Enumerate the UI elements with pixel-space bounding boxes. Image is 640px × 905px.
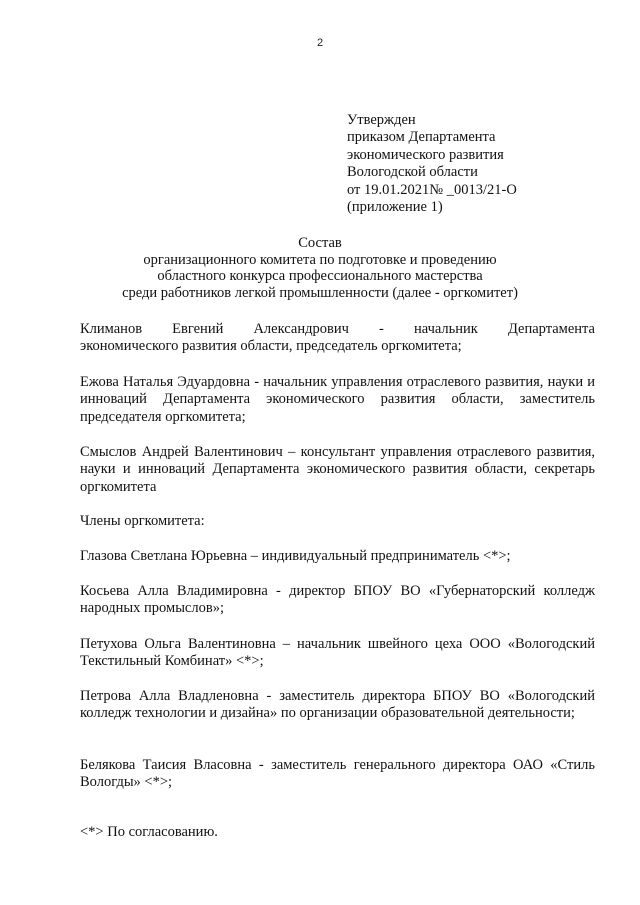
member-klimanov-line1: Климанов Евгений Александрович - начальник Департамента (80, 321, 595, 337)
page-number: 2 (316, 37, 324, 49)
member-glazova: Глазова Светлана Юрьевна – индивидуальный предприниматель <*>; (80, 548, 511, 564)
approval-line: от 19.01.2021№ _0013/21-О (347, 181, 517, 198)
member-belyakova: Белякова Таисия Власовна - заместитель генерального директора ОАО «Стиль Вологды» <*>; (80, 757, 595, 791)
member-smyslov: Смыслов Андрей Валентинович – консультант управления отраслевого развития, науки и инноваций Департамента экономического развития области, секретарь оргкомитета (80, 444, 595, 495)
member-ezhova: Ежова Наталья Эдуардовна - начальник управления отраслевого развития, науки и инноваций Департамента экономического развития области, заместитель председателя оргкомитета; (80, 374, 595, 425)
approval-line: приказом Департамента (347, 129, 496, 146)
title-line: организационного комитета по подготовке и проведению (143, 251, 497, 268)
footnote: <*> По согласованию. (80, 824, 218, 840)
member-petrova: Петрова Алла Владленовна - заместитель директора БПОУ ВО «Вологодский колледж технологии и дизайна» по организации образовательной деятельности; (80, 688, 595, 722)
document-title (60, 235, 580, 301)
approval-line: (приложение 1) (347, 199, 443, 216)
title-line: среди работников легкой промышленности (далее - оргкомитет) (122, 284, 518, 301)
title-line: областного конкурса профессионального мастерства (157, 268, 483, 284)
member-kosyeva: Косьева Алла Владимировна - директор БПОУ ВО «Губернаторский колледж народных промыслов»; (80, 583, 595, 617)
approval-line: Утвержден (347, 112, 416, 128)
committee-members-label: Члены оргкомитета: (80, 513, 205, 529)
approval-line: экономического развития (347, 146, 504, 163)
title-line: Состав (298, 235, 342, 251)
approval-line: Вологодской области (347, 164, 478, 181)
member-petukhova: Петухова Ольга Валентиновна – начальник швейного цеха ООО «Вологодский Текстильный Комбинат» <*>; (80, 636, 595, 670)
member-klimanov-line2: экономического развития области, председатель оргкомитета; (80, 338, 462, 355)
member-klimanov (80, 321, 595, 356)
approval-block (347, 112, 607, 216)
